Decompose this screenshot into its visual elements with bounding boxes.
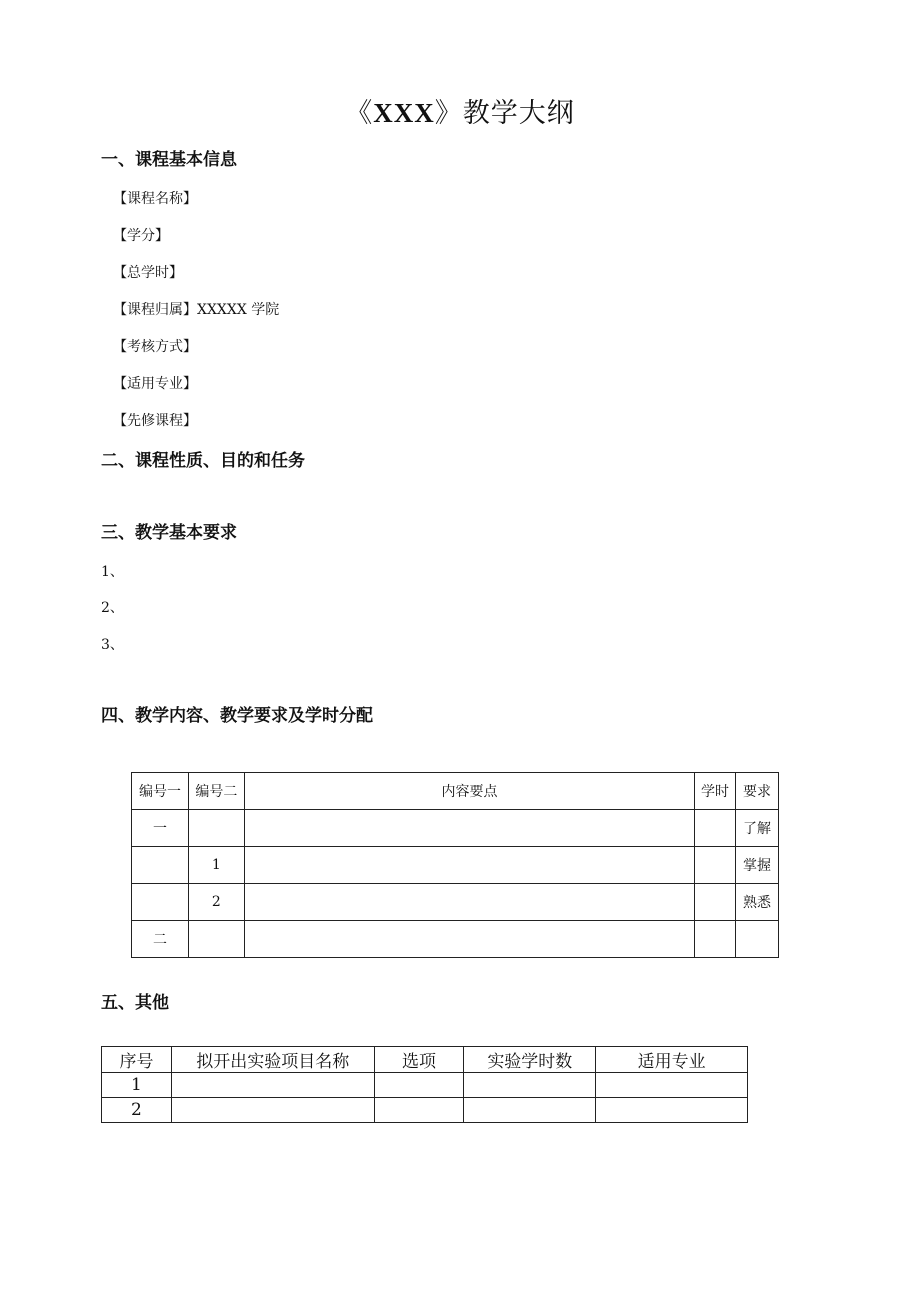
- table-cell: [464, 1098, 596, 1123]
- section-heading-requirements: 三、教学基本要求: [101, 523, 237, 543]
- table-cell: [695, 884, 736, 921]
- table-cell: [171, 1098, 374, 1123]
- table-cell: 1: [102, 1073, 172, 1098]
- section-heading-other: 五、其他: [101, 993, 169, 1013]
- title-suffix: 》教学大纲: [434, 98, 575, 129]
- table-cell: [695, 810, 736, 847]
- header-cell: 拟开出实验项目名称: [171, 1047, 374, 1073]
- table-cell: 一: [132, 810, 189, 847]
- section-heading-allocation: 四、教学内容、教学要求及学时分配: [101, 706, 373, 726]
- header-cell: 实验学时数: [464, 1047, 596, 1073]
- table-cell: [695, 847, 736, 884]
- header-cell: 编号一: [132, 773, 189, 810]
- table-cell: [244, 884, 694, 921]
- table-cell: [464, 1073, 596, 1098]
- table-cell: 2: [188, 884, 244, 921]
- table-header-row: [132, 773, 779, 810]
- table-cell: [374, 1098, 464, 1123]
- field-assessment: 【考核方式】: [113, 339, 197, 355]
- table-cell: 2: [102, 1098, 172, 1123]
- table-cell: [171, 1073, 374, 1098]
- table-cell: [244, 921, 694, 958]
- table-row: [132, 921, 779, 958]
- page-title: [0, 93, 920, 134]
- header-cell: 编号二: [188, 773, 244, 810]
- table-row: [132, 810, 779, 847]
- field-total-hours: 【总学时】: [113, 265, 183, 281]
- lab-projects-table: [101, 1046, 748, 1123]
- title-prefix: 《: [345, 98, 374, 129]
- field-credits: 【学分】: [113, 228, 169, 244]
- table-cell: [132, 884, 189, 921]
- header-cell: 要求: [736, 773, 779, 810]
- field-majors: 【适用专业】: [113, 376, 197, 392]
- requirement-item-2: 2、: [101, 600, 124, 616]
- table-cell: 熟悉: [736, 884, 779, 921]
- table-row: [102, 1098, 748, 1123]
- section-heading-basic-info: 一、课程基本信息: [101, 150, 237, 170]
- table-cell: 掌握: [736, 847, 779, 884]
- table-row: [132, 884, 779, 921]
- field-course-name: 【课程名称】: [113, 191, 197, 207]
- table-cell: 1: [188, 847, 244, 884]
- table-cell: [244, 847, 694, 884]
- table-cell: 了解: [736, 810, 779, 847]
- header-cell: 内容要点: [244, 773, 694, 810]
- requirement-item-3: 3、: [101, 637, 124, 653]
- table-cell: [596, 1098, 748, 1123]
- title-course-name: XXX: [373, 98, 435, 128]
- table-row: [132, 847, 779, 884]
- table-row: [102, 1073, 748, 1098]
- table-cell: [596, 1073, 748, 1098]
- table-cell: 二: [132, 921, 189, 958]
- table-cell: [188, 810, 244, 847]
- field-affiliation: 【课程归属】XXXXX 学院: [113, 302, 280, 318]
- table-cell: [132, 847, 189, 884]
- header-cell: 序号: [102, 1047, 172, 1073]
- field-prerequisites: 【先修课程】: [113, 413, 197, 429]
- table-cell: [736, 921, 779, 958]
- table-header-row: [102, 1047, 748, 1073]
- header-cell: 选项: [374, 1047, 464, 1073]
- section-heading-nature: 二、课程性质、目的和任务: [101, 451, 305, 471]
- header-cell: 适用专业: [596, 1047, 748, 1073]
- table-cell: [374, 1073, 464, 1098]
- table-cell: [188, 921, 244, 958]
- allocation-table: [131, 772, 779, 958]
- header-cell: 学时: [695, 773, 736, 810]
- requirement-item-1: 1、: [101, 564, 124, 580]
- table-cell: [695, 921, 736, 958]
- table-cell: [244, 810, 694, 847]
